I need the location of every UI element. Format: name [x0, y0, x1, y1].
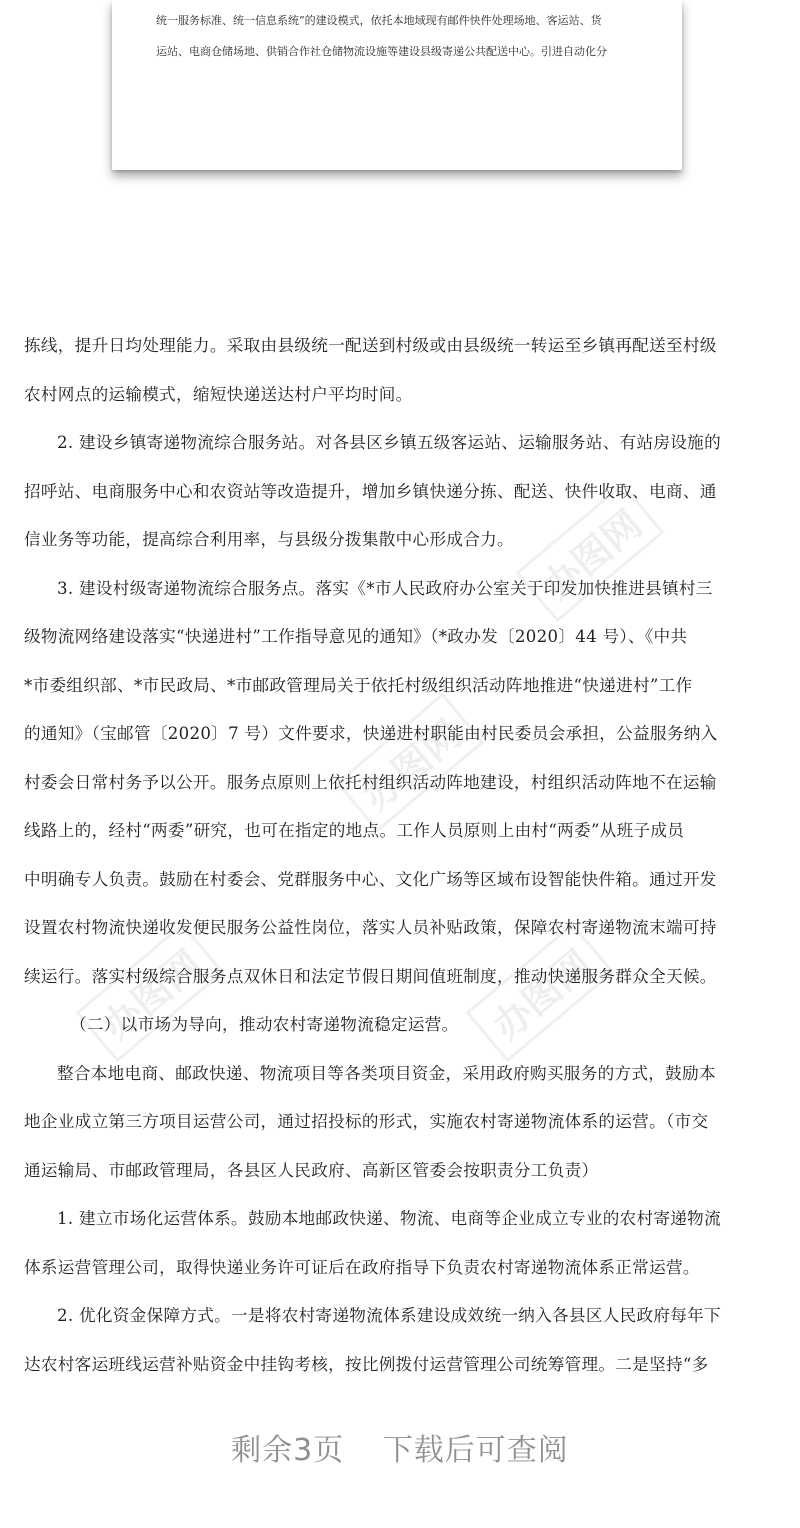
text-line: 的通知》（宝邮管〔2020〕7 号）文件要求，快递进村职能由村民委员会承担，公益服务纳入	[24, 724, 718, 743]
watermark: 办图网	[465, 923, 614, 1063]
text-line: 设置农村物流快递收发便民服务公益性岗位，落实人员补贴政策，保障农村寄递物流末端可持	[24, 918, 717, 937]
text-line: 招呼站、电商服务中心和农资站等改造提升，增加乡镇快递分拣、配送、快件收取、电商、通	[24, 481, 717, 501]
text-line: 1. 建立市场化运营体系。鼓励本地邮政快递、物流、电商等企业成立专业的农村寄递物流	[57, 1209, 721, 1228]
text-line: 达农村客运班线运营补贴资金中挂钩考核，按比例拨付运营管理公司统筹管理。二是坚持“多	[24, 1354, 709, 1374]
text-line: 通运输局、市邮政管理局，各县区人民政府、高新区管委会按职责分工负责）	[24, 1160, 599, 1180]
text-line: 中明确专人负责。鼓励在村委会、党群服务中心、文化广场等区域布设智能快件箱。通过开发	[24, 869, 717, 889]
text-line: 线路上的，经村“两委”研究，也可在指定的地点。工作人员原则上由村“两委”从班子成员	[24, 821, 685, 840]
watermark: 办图网	[515, 483, 664, 623]
document-body	[24, 322, 776, 1389]
preview-line: 运站、电商仓储场地、供销合作社仓储物流设施等建设县级寄递公共配送中心。引进自动化分	[156, 45, 607, 58]
text-line: 拣线，提升日均处理能力。采取由县级统一配送到村级或由县级统一转运至乡镇再配送至村级	[24, 336, 717, 355]
text-line: 村委会日常村务予以公开。服务点原则上依托村组织活动阵地建设，村组织活动阵地不在运输	[24, 772, 717, 792]
text-line: 2. 建设乡镇寄递物流综合服务站。对各县区乡镇五级客运站、运输服务站、有站房设施的	[57, 433, 721, 452]
text-line: 续运行。落实村级综合服务点双休日和法定节假日期间值班制度，推动快递服务群众全天候。	[24, 966, 717, 986]
preview-line: 统一服务标准、统一信息系统”的建设模式，依托本地域现有邮件快件处理场地、客运站、货	[156, 14, 602, 27]
watermark: 办图网	[75, 923, 224, 1063]
text-line: *市委组织部、*市民政局、*市邮政管理局关于依托村级组织活动阵地推进“快递进村”工作	[24, 675, 693, 695]
section-heading: （二）以市场为导向，推动农村寄递物流稳定运营。	[70, 1015, 459, 1034]
text-line: 整合本地电商、邮政快递、物流项目等各类项目资金，采用政府购买服务的方式，鼓励本	[57, 1063, 716, 1083]
preview-area	[0, 0, 800, 265]
text-line: 体系运营管理公司，取得快递业务许可证后在政府指导下负责农村寄递物流体系正常运营。	[24, 1257, 700, 1277]
page-preview-card	[112, 0, 682, 170]
text-line: 农村网点的运输模式，缩短快递送达村户平均时间。	[24, 384, 413, 404]
text-line: 3. 建设村级寄递物流综合服务点。落实《*市人民政府办公室关于印发加快推进县镇村三	[57, 578, 713, 598]
download-prompt[interactable]	[0, 1425, 800, 1469]
remaining-pages-label: 剩余3页	[231, 1433, 345, 1468]
download-to-view-label: 下载后可查阅	[382, 1433, 569, 1468]
watermark: 办图网	[335, 693, 484, 833]
text-line: 地企业成立第三方项目运营公司，通过招投标的形式，实施农村寄递物流体系的运营。（市交	[24, 1112, 709, 1131]
text-line: 信业务等功能，提高综合利用率，与县级分拨集散中心形成合力。	[24, 530, 514, 549]
text-line: 级物流网络建设落实“快递进村”工作指导意见的通知》（*政办发〔2020〕44 号）、《中共	[24, 627, 688, 646]
text-line: 2. 优化资金保障方式。一是将农村寄递物流体系建设成效统一纳入各县区人民政府每年下	[57, 1306, 721, 1325]
